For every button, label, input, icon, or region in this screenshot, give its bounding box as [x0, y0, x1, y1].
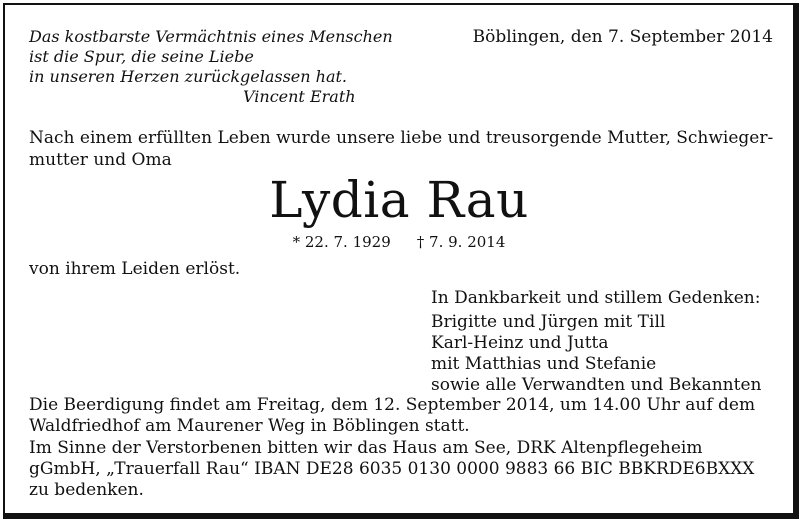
deceased-name: Lydia Rau: [269, 171, 529, 229]
intro-text: Nach einem erfüllten Leben wurde unsere liebe und treusorgende Mutter, Schwieger-mutter und Oma: [29, 128, 774, 170]
quote-line: Das kostbarste Vermächtnis eines Menschen: [29, 27, 393, 46]
life-dates: [5, 233, 793, 251]
memorial-quote: [29, 27, 393, 107]
donation-info: Im Sinne der Verstorbenen bitten wir das Haus am See, DRK Altenpflegeheim gGmbH, „Trauerfall Rau“ IBAN DE28 6035 0130 0000 9883 66 BIC BBKRDE6BXXX zu bedenken.: [29, 438, 755, 500]
mourners-header: In Dankbarkeit und stillem Gedenken:: [431, 288, 761, 308]
quote-author: Vincent Erath: [243, 87, 356, 106]
mourners-block: [431, 288, 761, 396]
place-and-date: Böblingen, den 7. September 2014: [472, 27, 773, 47]
quote-line: ist die Spur, die seine Liebe: [29, 47, 254, 66]
obituary-notice: [3, 3, 799, 519]
funeral-info: Die Beerdigung findet am Freitag, dem 12. September 2014, um 14.00 Uhr auf dem Waldfriedhof am Maurener Weg in Böblingen statt.: [29, 395, 756, 436]
mourner-line: sowie alle Verwandten und Bekannten: [431, 375, 762, 395]
quote-line: in unseren Herzen zurückgelassen hat.: [29, 67, 348, 86]
mourner-line: Karl-Heinz und Jutta: [431, 333, 609, 353]
birth-date: * 22. 7. 1929: [292, 233, 391, 251]
mourner-line: mit Matthias und Stefanie: [431, 354, 657, 374]
death-date: † 7. 9. 2014: [416, 233, 506, 251]
mourner-line: Brigitte und Jürgen mit Till: [431, 312, 666, 332]
released-text: von ihrem Leiden erlöst.: [29, 259, 241, 279]
